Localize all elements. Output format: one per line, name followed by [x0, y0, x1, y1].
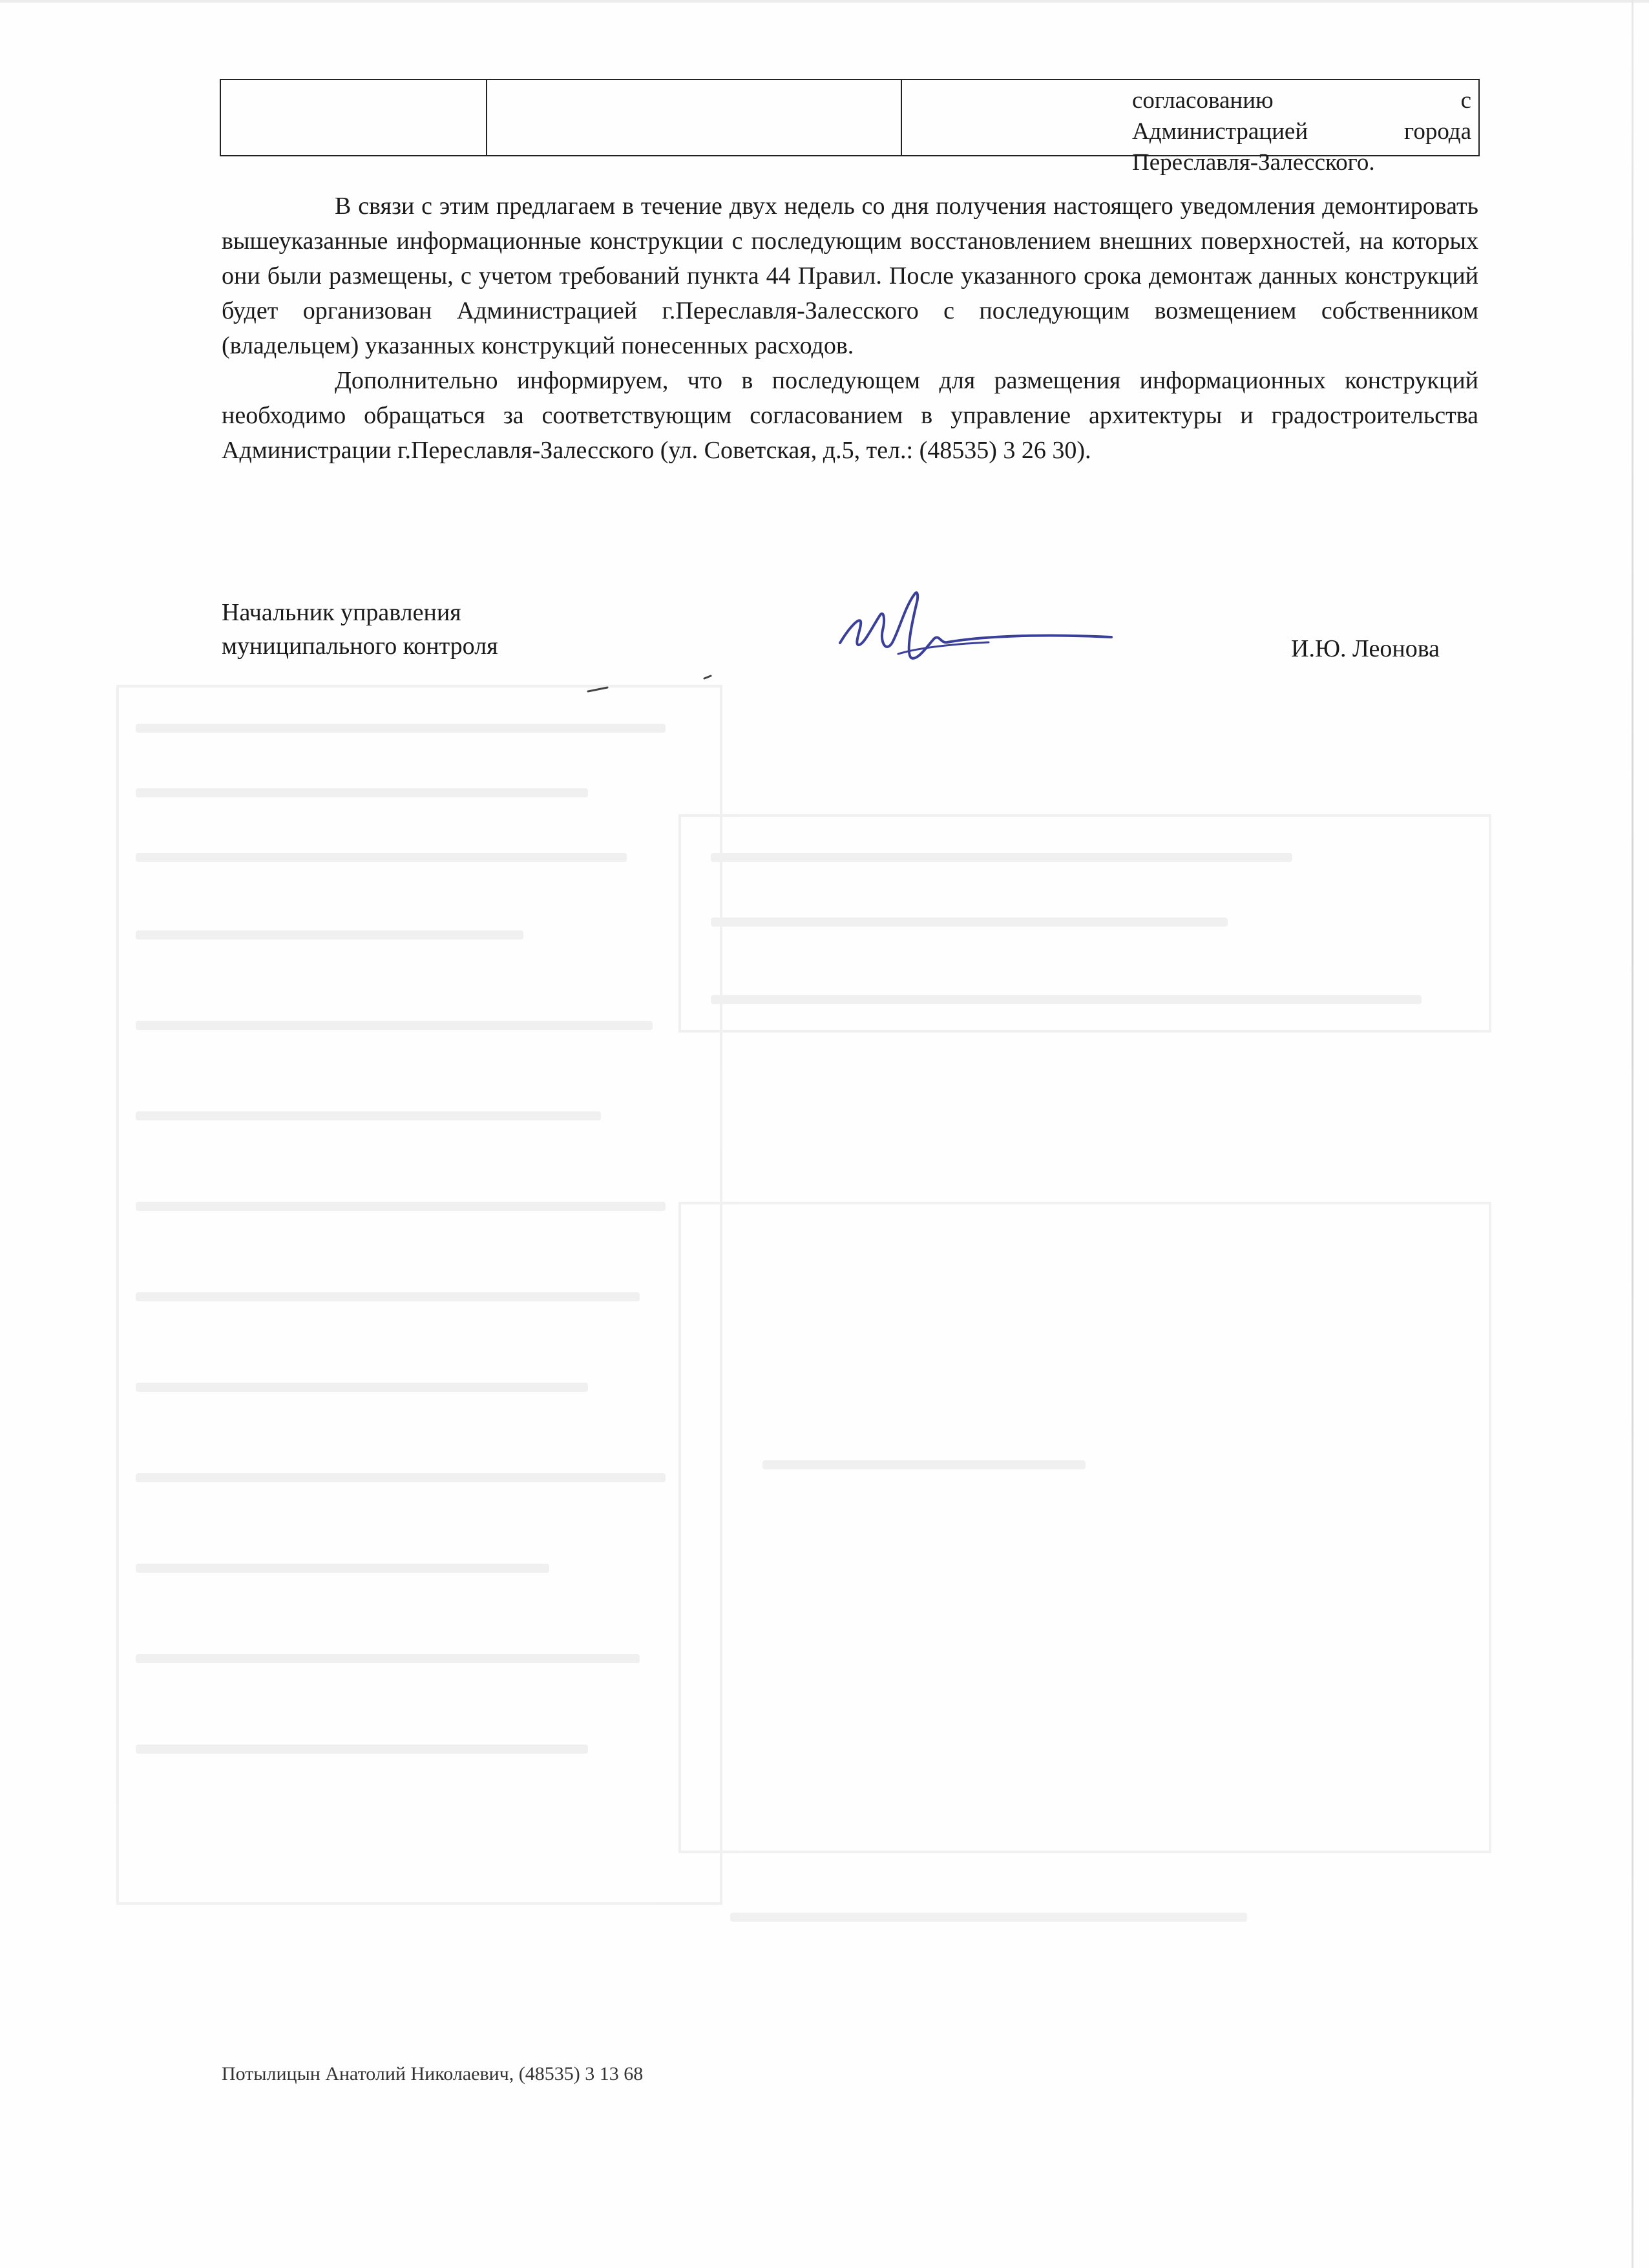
signatory-position	[222, 596, 498, 663]
reverse-side-bleed-through	[116, 685, 1570, 1977]
body-text	[222, 189, 1478, 468]
executor-contact: Потылицын Анатолий Николаевич, (48535) 3 13 68	[222, 2063, 644, 2084]
table-cell-text: согласованию с Администрацией города Переславля-Залесского.	[1132, 87, 1471, 176]
table-column-divider	[901, 80, 902, 155]
stray-ink-mark	[582, 672, 724, 698]
table-column-divider	[486, 80, 487, 155]
signatory-name: И.Ю. Леонова	[1291, 635, 1440, 662]
handwritten-signature	[821, 582, 1118, 678]
paragraph-additional-info: Дополнительно информируем, что в последующем для размещения информационных конструкций необходимо обращаться за соответствующим согласованием в управление архитектуры и градостроительства Администрации г.Переславля-Залесского (ул. Советская, д.5, тел.: (48535) 3 26 30).	[222, 367, 1478, 464]
scan-right-edge	[1632, 0, 1633, 2268]
paragraph-demolition-notice: В связи с этим предлагаем в течение двух недель со дня получения настоящего уведомления демонтировать вышеуказанные информационные конструкции с последующим восстановлением внешних поверхностей, на которых они были размещены, с учетом требований пункта 44 Правил. После указанного срока демонтаж данных конструкций будет организован Администрацией г.Переславля-Залесского с последующим возмещением собственником (владельцем) указанных конструкций понесенных расходов.	[222, 193, 1478, 359]
table-fragment	[220, 79, 1480, 176]
scan-top-edge	[0, 0, 1649, 3]
signatory-position-line2: муниципального контроля	[222, 633, 498, 660]
signatory-position-line1: Начальник управления	[222, 599, 461, 626]
